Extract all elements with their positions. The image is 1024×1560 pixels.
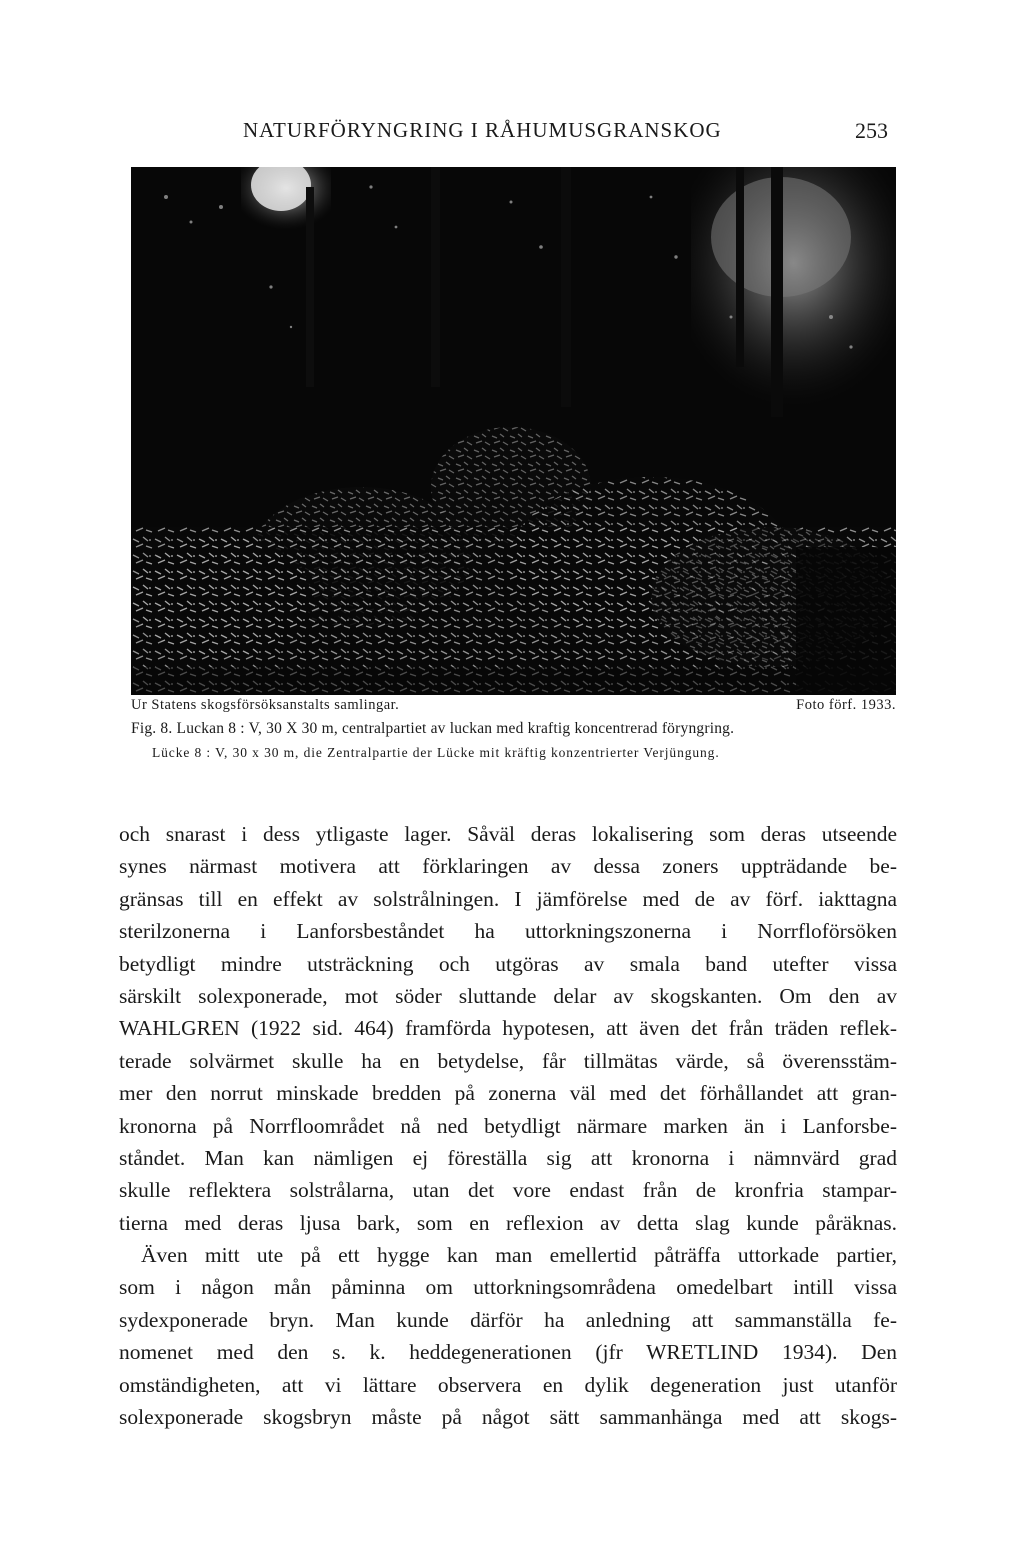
body-line: som i någon mån påminna om uttorkningsområdena omedelbart intill vissa	[119, 1275, 897, 1300]
forest-clearing-photo	[131, 167, 896, 695]
body-line: tierna med deras ljusa bark, som en reflexion av detta slag kunde påräknas.	[119, 1210, 897, 1235]
photo-source: Ur Statens skogsförsöksanstalts samlingar.	[131, 697, 400, 713]
body-line: skulle reflektera solstrålarna, utan det vore endast från de kronfria stampar-	[119, 1178, 897, 1203]
running-title: NATURFÖRYNGRING I RÅHUMUSGRANSKOG	[243, 118, 722, 142]
body-line: omständigheten, att vi lättare observera en dylik degeneration just utanför	[119, 1372, 897, 1397]
body-line: gränsas till en effekt av solstrålningen. I jämförelse med de av förf. iakttagna	[119, 886, 897, 911]
figure-caption-german: Lücke 8 : V, 30 x 30 m, die Zentralpartie der Lücke mit kräftig konzentrierter Verjüngung.	[152, 745, 720, 760]
body-text	[119, 818, 897, 1433]
page-number: 253	[855, 118, 888, 143]
body-line: terade solvärmet skulle ha en betydelse, får tillmätas värde, så överensstäm-	[119, 1048, 897, 1073]
body-line: kronorna på Norrfloområdet nå ned betydligt närmare marken än i Lanforsbe-	[119, 1113, 897, 1138]
body-line: Även mitt ute på ett hygge kan man emellertid påträffa uttorkade partier,	[141, 1243, 897, 1268]
body-line: betydligt mindre utsträckning och utgöras av smala band utefter vissa	[119, 951, 897, 976]
running-head	[0, 118, 1024, 158]
body-line: ståndet. Man kan nämligen ej föreställa sig att kronorna i nämnvärd grad	[119, 1145, 897, 1170]
figure-credit	[131, 697, 896, 717]
body-line: mer den norrut minskade bredden på zonerna väl med det förhållandet att gran-	[119, 1081, 897, 1106]
body-line: nomenet med den s. k. heddegenerationen (jfr WRETLIND 1934). Den	[119, 1340, 897, 1365]
body-line: och snarast i dess ytligaste lager. Såväl deras lokalisering som deras utseende	[119, 822, 897, 846]
body-line: WAHLGREN (1922 sid. 464) framförda hypotesen, att även det från träden reflek-	[119, 1016, 897, 1041]
body-line: särskilt solexponerade, mot söder sluttande delar av skogskanten. Om den av	[119, 983, 897, 1008]
figure-caption-swedish: Fig. 8. Luckan 8 : V, 30 X 30 m, centralpartiet av luckan med kraftig koncentrerad föryngring.	[131, 720, 735, 737]
photo-credit: Foto förf. 1933.	[796, 697, 896, 713]
body-line: synes närmast motivera att förklaringen av dessa zoners uppträdande be-	[119, 854, 897, 879]
body-line: sterilzonerna i Lanforsbeståndet ha uttorkningszonerna i Norrfloförsöken	[119, 919, 897, 944]
body-line: solexponerade skogsbryn måste på något sätt sammanhänga med att skogs-	[119, 1405, 897, 1430]
photo-graphic	[131, 167, 896, 695]
body-line: sydexponerade bryn. Man kunde därför ha anledning att sammanställa fe-	[119, 1307, 897, 1332]
